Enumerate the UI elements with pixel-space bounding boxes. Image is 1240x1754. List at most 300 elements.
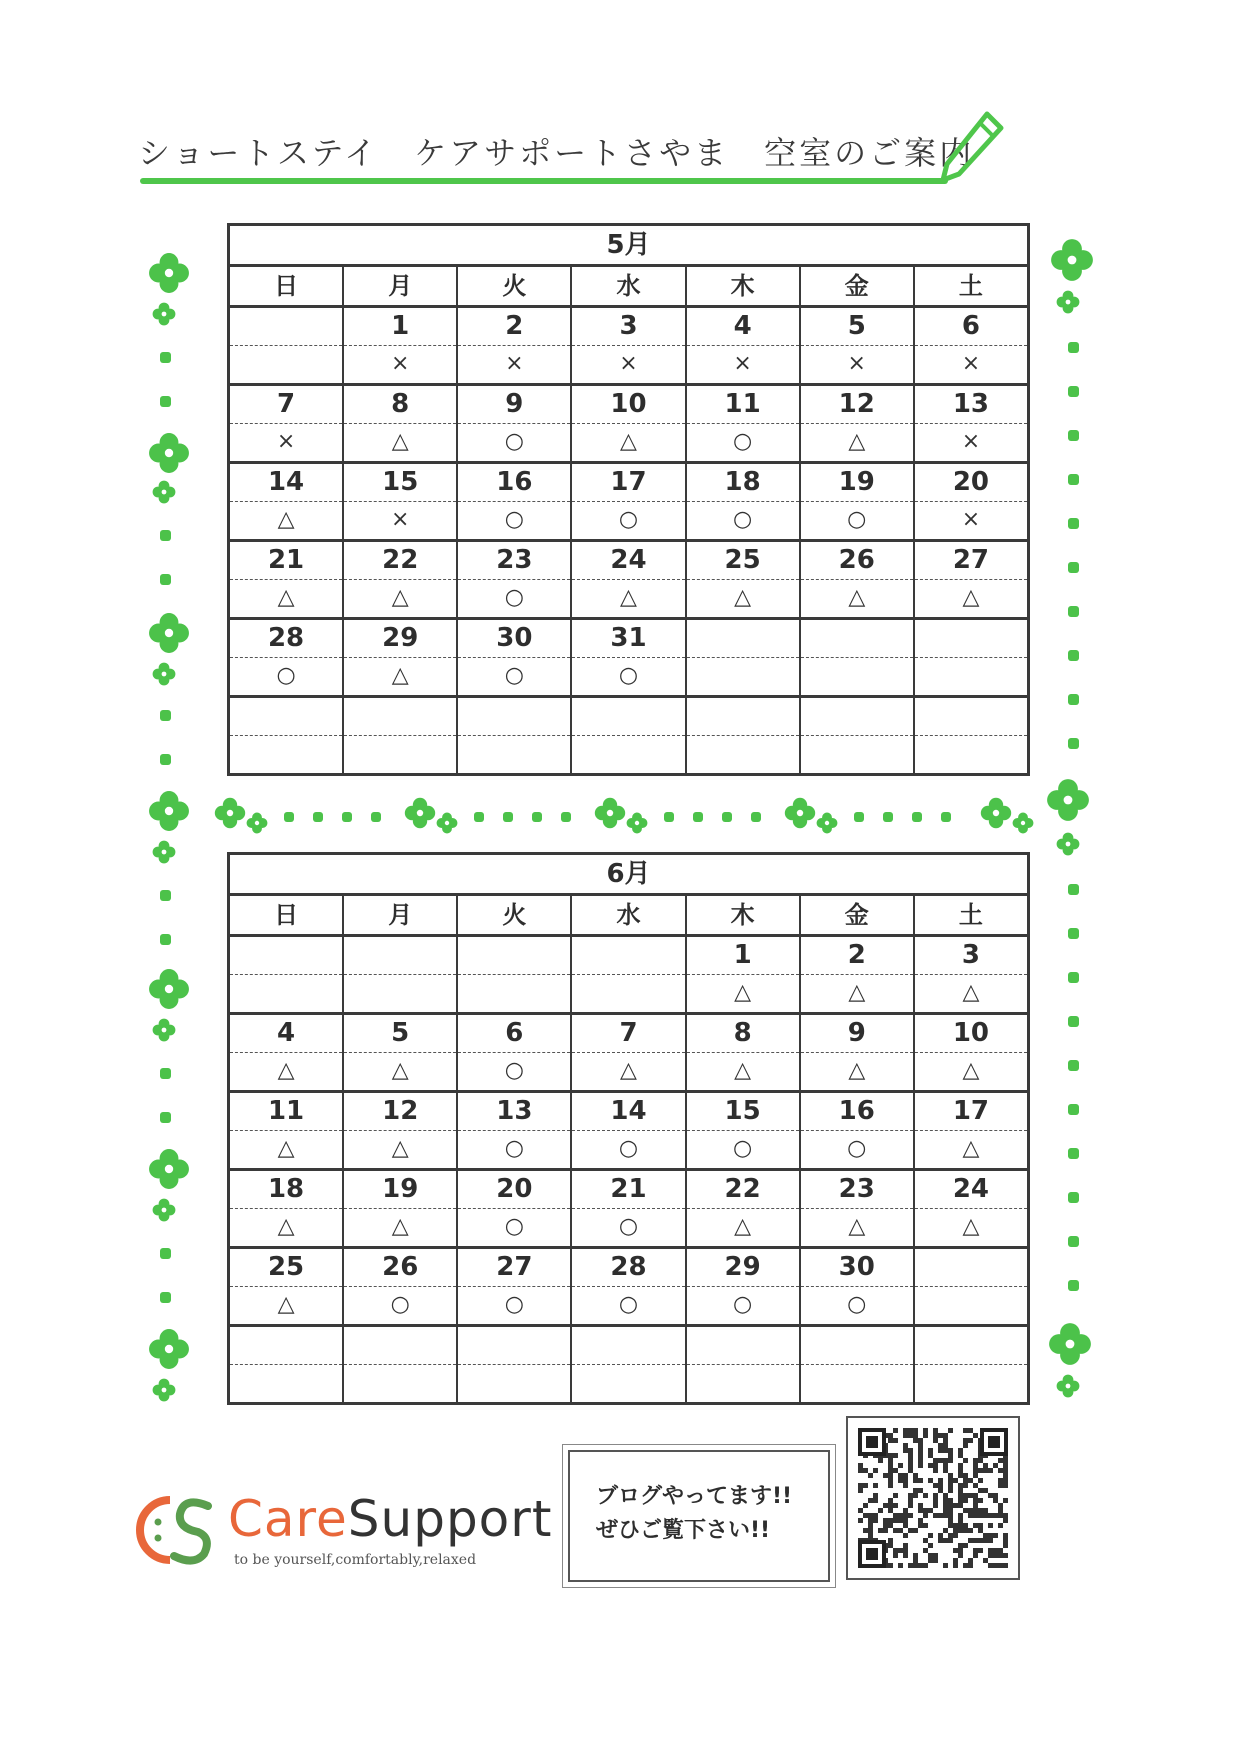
day-number bbox=[801, 1327, 913, 1365]
vacancy-status: × bbox=[733, 351, 752, 376]
vacancy-status bbox=[801, 736, 913, 773]
day-cell bbox=[572, 620, 686, 695]
vacancy-status: ○ bbox=[390, 1292, 410, 1317]
dot-row bbox=[854, 812, 970, 822]
clover-icon bbox=[404, 797, 436, 829]
day-cell bbox=[915, 386, 1027, 461]
clover-icon bbox=[1046, 778, 1090, 822]
blog-line-2: ぜひご覧下さい!! bbox=[596, 1518, 771, 1543]
day-number: 3 bbox=[915, 937, 1027, 975]
vacancy-status: ○ bbox=[618, 1292, 639, 1317]
day-cell bbox=[801, 1015, 915, 1090]
day-cell bbox=[230, 308, 344, 383]
vacancy-status: × bbox=[961, 507, 981, 532]
vacancy-status: ○ bbox=[733, 1292, 753, 1317]
day-number: 8 bbox=[344, 386, 456, 424]
vacancy-status: △ bbox=[391, 1058, 409, 1083]
vacancy-status: × bbox=[961, 429, 981, 454]
vacancy-status: △ bbox=[734, 980, 752, 1005]
vacancy-status bbox=[230, 346, 342, 383]
day-cell bbox=[801, 386, 915, 461]
clover-icon bbox=[1048, 1322, 1092, 1366]
week-row bbox=[230, 1249, 1027, 1327]
week-rows bbox=[230, 308, 1027, 773]
vacancy-status: ○ bbox=[504, 663, 524, 688]
weekday-thu: 木 bbox=[687, 267, 801, 305]
dot-column bbox=[160, 890, 172, 978]
vacancy-status: △ bbox=[848, 1058, 866, 1083]
day-cell bbox=[344, 1093, 458, 1168]
day-number: 2 bbox=[801, 937, 913, 975]
day-number: 26 bbox=[801, 542, 913, 580]
vacancy-status: △ bbox=[391, 585, 409, 610]
day-cell bbox=[915, 620, 1027, 695]
day-cell bbox=[801, 1327, 915, 1402]
day-cell bbox=[687, 620, 801, 695]
vacancy-status: △ bbox=[734, 1058, 752, 1083]
clover-icon bbox=[436, 812, 458, 834]
vacancy-status: △ bbox=[734, 585, 752, 610]
vacancy-status: × bbox=[276, 429, 296, 454]
day-cell bbox=[458, 937, 572, 1012]
clover-icon bbox=[148, 612, 190, 654]
day-cell bbox=[230, 464, 344, 539]
day-cell bbox=[458, 464, 572, 539]
week-row bbox=[230, 1015, 1027, 1093]
vacancy-status: △ bbox=[391, 663, 409, 688]
weekday-wed: 水 bbox=[572, 267, 686, 305]
title-underline bbox=[140, 178, 948, 184]
week-row bbox=[230, 698, 1027, 773]
day-number: 14 bbox=[230, 464, 342, 502]
day-cell bbox=[915, 1015, 1027, 1090]
day-number bbox=[915, 1249, 1027, 1287]
day-cell bbox=[344, 620, 458, 695]
week-row bbox=[230, 937, 1027, 1015]
weekday-header bbox=[230, 267, 1027, 308]
vacancy-status: × bbox=[390, 351, 410, 376]
day-cell bbox=[230, 1093, 344, 1168]
day-number: 16 bbox=[458, 464, 570, 502]
vacancy-status bbox=[458, 1365, 570, 1402]
day-cell bbox=[344, 542, 458, 617]
day-number: 18 bbox=[687, 464, 799, 502]
day-number: 22 bbox=[344, 542, 456, 580]
clover-icon bbox=[152, 840, 176, 864]
day-number bbox=[572, 937, 684, 975]
vacancy-status: ○ bbox=[847, 507, 867, 532]
day-number: 27 bbox=[915, 542, 1027, 580]
day-cell bbox=[572, 937, 686, 1012]
dot-row bbox=[474, 812, 590, 822]
day-cell bbox=[687, 1093, 801, 1168]
clover-icon bbox=[152, 480, 176, 504]
day-number: 19 bbox=[344, 1171, 456, 1209]
brand-name-first: Care bbox=[228, 1490, 348, 1548]
day-number: 24 bbox=[572, 542, 684, 580]
day-cell bbox=[801, 1249, 915, 1324]
vacancy-status: △ bbox=[848, 980, 866, 1005]
vacancy-status: △ bbox=[277, 1136, 295, 1161]
day-number bbox=[458, 698, 570, 736]
day-number: 19 bbox=[801, 464, 913, 502]
brand-name-second: Support bbox=[347, 1490, 553, 1548]
dot-column bbox=[160, 530, 172, 618]
day-cell bbox=[230, 1327, 344, 1402]
day-cell bbox=[915, 1249, 1027, 1324]
weekday-header bbox=[230, 896, 1027, 937]
day-number: 22 bbox=[687, 1171, 799, 1209]
day-cell bbox=[687, 1327, 801, 1402]
dot-column bbox=[1068, 884, 1080, 1324]
dot-row bbox=[284, 812, 400, 822]
day-number: 8 bbox=[687, 1015, 799, 1053]
vacancy-status bbox=[915, 1365, 1027, 1402]
day-cell bbox=[572, 1249, 686, 1324]
day-number: 24 bbox=[915, 1171, 1027, 1209]
day-number: 25 bbox=[687, 542, 799, 580]
may-calendar bbox=[227, 223, 1030, 776]
vacancy-status: △ bbox=[848, 429, 866, 454]
vacancy-status: ○ bbox=[618, 663, 639, 688]
vacancy-status bbox=[687, 1365, 799, 1402]
clover-icon bbox=[1050, 238, 1094, 282]
day-number bbox=[458, 1327, 570, 1365]
clover-icon bbox=[594, 797, 626, 829]
day-number bbox=[801, 620, 913, 658]
week-row bbox=[230, 1327, 1027, 1402]
day-cell bbox=[458, 386, 572, 461]
vacancy-status bbox=[458, 736, 570, 773]
day-cell bbox=[230, 542, 344, 617]
day-number bbox=[915, 620, 1027, 658]
day-cell bbox=[572, 1327, 686, 1402]
day-cell bbox=[801, 464, 915, 539]
dot-column bbox=[160, 1248, 172, 1336]
vacancy-status: ○ bbox=[733, 429, 753, 454]
qr-code[interactable] bbox=[846, 1416, 1020, 1580]
month-label: 6月 bbox=[230, 855, 1027, 896]
day-number: 20 bbox=[458, 1171, 570, 1209]
week-row bbox=[230, 542, 1027, 620]
clover-icon bbox=[816, 812, 838, 834]
day-cell bbox=[801, 937, 915, 1012]
day-cell bbox=[572, 308, 686, 383]
clover-icon bbox=[980, 797, 1012, 829]
day-number: 6 bbox=[915, 308, 1027, 346]
week-row bbox=[230, 1171, 1027, 1249]
day-number: 13 bbox=[915, 386, 1027, 424]
day-number: 11 bbox=[687, 386, 799, 424]
day-cell bbox=[915, 1093, 1027, 1168]
day-cell bbox=[687, 386, 801, 461]
vacancy-status: × bbox=[961, 351, 981, 376]
day-number: 28 bbox=[230, 620, 342, 658]
day-number: 29 bbox=[687, 1249, 799, 1287]
vacancy-status: ○ bbox=[618, 1136, 639, 1161]
day-number bbox=[344, 698, 456, 736]
vacancy-status: △ bbox=[962, 980, 980, 1005]
blog-notice bbox=[568, 1450, 830, 1582]
vacancy-status: △ bbox=[962, 1058, 980, 1083]
day-number: 4 bbox=[230, 1015, 342, 1053]
day-number bbox=[230, 1327, 342, 1365]
day-number bbox=[572, 1327, 684, 1365]
vacancy-status: △ bbox=[391, 429, 409, 454]
clover-icon bbox=[1056, 1374, 1080, 1398]
weekday-fri: 金 bbox=[801, 896, 915, 934]
day-number: 7 bbox=[230, 386, 342, 424]
day-cell bbox=[801, 1093, 915, 1168]
day-cell bbox=[458, 1249, 572, 1324]
day-number: 26 bbox=[344, 1249, 456, 1287]
vacancy-status: ○ bbox=[504, 1136, 524, 1161]
day-number: 9 bbox=[458, 386, 570, 424]
day-number: 29 bbox=[344, 620, 456, 658]
day-cell bbox=[344, 464, 458, 539]
june-calendar bbox=[227, 852, 1030, 1405]
vacancy-status bbox=[687, 736, 799, 773]
clover-icon bbox=[784, 797, 816, 829]
day-number: 31 bbox=[572, 620, 684, 658]
weekday-tue: 火 bbox=[458, 896, 572, 934]
vacancy-status: △ bbox=[277, 585, 295, 610]
vacancy-status: △ bbox=[277, 507, 295, 532]
day-number: 21 bbox=[572, 1171, 684, 1209]
vacancy-status bbox=[801, 1365, 913, 1402]
week-row bbox=[230, 1093, 1027, 1171]
day-number: 2 bbox=[458, 308, 570, 346]
vacancy-status: △ bbox=[962, 1214, 980, 1239]
day-number: 12 bbox=[344, 1093, 456, 1131]
day-number bbox=[915, 698, 1027, 736]
day-cell bbox=[915, 698, 1027, 773]
vacancy-status: ○ bbox=[504, 429, 524, 454]
dot-column bbox=[160, 710, 172, 798]
vacancy-status: ○ bbox=[504, 1214, 524, 1239]
vacancy-status: △ bbox=[848, 1214, 866, 1239]
vacancy-status: △ bbox=[391, 1136, 409, 1161]
day-number: 16 bbox=[801, 1093, 913, 1131]
day-cell bbox=[915, 308, 1027, 383]
day-number: 30 bbox=[801, 1249, 913, 1287]
day-cell bbox=[572, 698, 686, 773]
week-row bbox=[230, 386, 1027, 464]
day-number bbox=[230, 308, 342, 346]
day-number: 13 bbox=[458, 1093, 570, 1131]
clover-icon bbox=[152, 1198, 176, 1222]
clover-icon bbox=[1012, 812, 1034, 834]
day-cell bbox=[801, 620, 915, 695]
day-number: 28 bbox=[572, 1249, 684, 1287]
day-number: 23 bbox=[801, 1171, 913, 1209]
day-cell bbox=[801, 308, 915, 383]
blog-notice-text bbox=[596, 1480, 792, 1548]
vacancy-status: △ bbox=[277, 1058, 295, 1083]
weekday-tue: 火 bbox=[458, 267, 572, 305]
vacancy-status bbox=[230, 736, 342, 773]
vacancy-status bbox=[915, 658, 1027, 695]
day-number: 5 bbox=[801, 308, 913, 346]
day-cell bbox=[915, 464, 1027, 539]
day-number: 4 bbox=[687, 308, 799, 346]
day-number bbox=[801, 698, 913, 736]
day-cell bbox=[687, 1249, 801, 1324]
vacancy-status bbox=[572, 736, 684, 773]
day-cell bbox=[687, 1015, 801, 1090]
vacancy-status: × bbox=[505, 351, 524, 376]
vacancy-status bbox=[801, 658, 913, 695]
day-number: 27 bbox=[458, 1249, 570, 1287]
day-number: 9 bbox=[801, 1015, 913, 1053]
day-number: 21 bbox=[230, 542, 342, 580]
day-cell bbox=[344, 308, 458, 383]
vacancy-status: △ bbox=[277, 1214, 295, 1239]
vacancy-status bbox=[344, 736, 456, 773]
day-number: 12 bbox=[801, 386, 913, 424]
vacancy-status: ○ bbox=[847, 1136, 867, 1161]
weekday-sat: 土 bbox=[958, 272, 983, 300]
day-cell bbox=[572, 386, 686, 461]
vacancy-status: ○ bbox=[504, 507, 524, 532]
day-number bbox=[687, 698, 799, 736]
day-number: 17 bbox=[915, 1093, 1027, 1131]
vacancy-status: × bbox=[619, 351, 638, 376]
day-number: 30 bbox=[458, 620, 570, 658]
day-number: 25 bbox=[230, 1249, 342, 1287]
day-cell bbox=[572, 542, 686, 617]
day-cell bbox=[687, 308, 801, 383]
day-number: 6 bbox=[458, 1015, 570, 1053]
vacancy-status: △ bbox=[620, 1058, 637, 1083]
day-number bbox=[915, 1327, 1027, 1365]
day-cell bbox=[458, 542, 572, 617]
day-cell bbox=[458, 308, 572, 383]
clover-icon bbox=[1056, 832, 1080, 856]
day-number bbox=[230, 698, 342, 736]
day-number: 10 bbox=[572, 386, 684, 424]
day-cell bbox=[801, 698, 915, 773]
vacancy-status bbox=[572, 1365, 684, 1402]
clover-icon bbox=[152, 662, 176, 686]
vacancy-status: △ bbox=[962, 585, 980, 610]
vacancy-status bbox=[344, 975, 456, 1012]
day-cell bbox=[915, 1327, 1027, 1402]
day-cell bbox=[915, 1171, 1027, 1246]
vacancy-status: ○ bbox=[504, 585, 524, 610]
day-cell bbox=[230, 1249, 344, 1324]
day-cell bbox=[458, 1015, 572, 1090]
day-number: 17 bbox=[572, 464, 684, 502]
vacancy-status: ○ bbox=[618, 1214, 639, 1239]
weekday-sat: 土 bbox=[958, 901, 983, 929]
week-row bbox=[230, 464, 1027, 542]
blog-line-1: ブログやってます!! bbox=[596, 1484, 793, 1509]
day-number: 3 bbox=[572, 308, 684, 346]
day-cell bbox=[572, 1093, 686, 1168]
vacancy-status: × bbox=[847, 351, 866, 376]
day-number bbox=[344, 937, 456, 975]
vacancy-status: ○ bbox=[618, 507, 639, 532]
day-cell bbox=[458, 1093, 572, 1168]
day-cell bbox=[230, 937, 344, 1012]
day-number: 7 bbox=[572, 1015, 684, 1053]
brand-name bbox=[228, 1490, 552, 1548]
weekday-sun: 日 bbox=[230, 267, 344, 305]
vacancy-status: △ bbox=[848, 585, 866, 610]
day-cell bbox=[687, 464, 801, 539]
page-title: ショートステイ ケアサポートさやま 空室のご案内 bbox=[138, 134, 975, 172]
day-cell bbox=[458, 1327, 572, 1402]
qr-code-icon bbox=[858, 1428, 1008, 1568]
day-number: 18 bbox=[230, 1171, 342, 1209]
day-number bbox=[687, 1327, 799, 1365]
day-number: 20 bbox=[915, 464, 1027, 502]
day-cell bbox=[230, 698, 344, 773]
day-cell bbox=[572, 1171, 686, 1246]
day-cell bbox=[801, 1171, 915, 1246]
day-cell bbox=[344, 1015, 458, 1090]
week-row bbox=[230, 308, 1027, 386]
day-number bbox=[687, 620, 799, 658]
vacancy-status: ○ bbox=[733, 507, 753, 532]
day-cell bbox=[230, 620, 344, 695]
vacancy-status bbox=[344, 1365, 456, 1402]
day-number: 1 bbox=[344, 308, 456, 346]
day-cell bbox=[572, 1015, 686, 1090]
day-cell bbox=[344, 1327, 458, 1402]
day-number: 15 bbox=[687, 1093, 799, 1131]
month-label: 5月 bbox=[230, 226, 1027, 267]
care-support-logo-icon bbox=[136, 1492, 216, 1568]
vacancy-status bbox=[458, 975, 570, 1012]
vacancy-status: ○ bbox=[504, 1292, 524, 1317]
day-cell bbox=[230, 386, 344, 461]
clover-icon bbox=[152, 302, 176, 326]
vacancy-status: △ bbox=[620, 429, 637, 454]
day-cell bbox=[458, 620, 572, 695]
vacancy-status: △ bbox=[734, 1214, 752, 1239]
vacancy-status: △ bbox=[620, 585, 637, 610]
day-cell bbox=[344, 937, 458, 1012]
day-number: 14 bbox=[572, 1093, 684, 1131]
clover-icon bbox=[152, 1018, 176, 1042]
day-number: 11 bbox=[230, 1093, 342, 1131]
brand-tagline: to be yourself,comfortably,relaxed bbox=[234, 1552, 477, 1568]
vacancy-status: × bbox=[390, 507, 410, 532]
day-number bbox=[458, 937, 570, 975]
day-cell bbox=[344, 1249, 458, 1324]
clover-icon bbox=[626, 812, 648, 834]
week-rows bbox=[230, 937, 1027, 1402]
day-cell bbox=[458, 1171, 572, 1246]
vacancy-status: ○ bbox=[504, 1058, 524, 1083]
day-cell bbox=[230, 1015, 344, 1090]
day-number bbox=[230, 937, 342, 975]
day-number: 1 bbox=[687, 937, 799, 975]
clover-icon bbox=[246, 812, 268, 834]
weekday-thu: 木 bbox=[687, 896, 801, 934]
day-number: 5 bbox=[344, 1015, 456, 1053]
clover-icon bbox=[152, 1378, 176, 1402]
dot-column bbox=[1068, 342, 1080, 782]
weekday-fri: 金 bbox=[801, 267, 915, 305]
day-cell bbox=[687, 542, 801, 617]
day-cell bbox=[915, 542, 1027, 617]
day-number: 10 bbox=[915, 1015, 1027, 1053]
weekday-sun: 日 bbox=[230, 896, 344, 934]
vacancy-status: △ bbox=[391, 1214, 409, 1239]
